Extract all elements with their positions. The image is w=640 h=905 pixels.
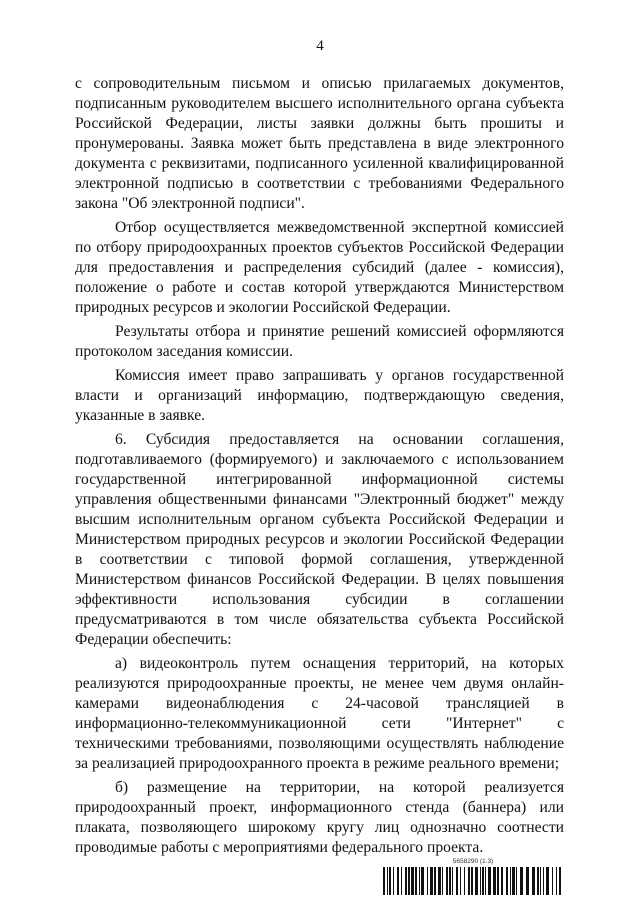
barcode-icon <box>383 867 563 895</box>
document-code: 5658290 (1.3) <box>452 858 494 865</box>
paragraph-commission-rights: Комиссия имеет право запрашивать у органов государственной власти и организаций информацию, подтверждающую сведения, указанные в заявке. <box>75 367 564 424</box>
paragraph-video-control: а) видеоконтроль путем оснащения территорий, на которых реализуются природоохранные проекты, не менее чем двумя онлайн-камерами видеонаблюдения с 24-часовой трансляцией в информационно-телекоммуникационной сети "Интернет" с техническими требованиями, позволяющими осуществлять наблюдение за реализацией природоохранного проекта в режиме реального времени; <box>75 655 564 772</box>
document-barcode-block <box>383 858 563 895</box>
paragraph-info-stand: б) размещение на территории, на которой реализуется природоохранный проект, информационного стенда (баннера) или плаката, позволяющего широкому кругу лиц однозначно соотнести проводимые работы с мероприятиями федерального проекта. <box>75 779 564 856</box>
paragraph-subsidy-agreement: 6. Субсидия предоставляется на основании соглашения, подготавливаемого (формируемого) и заключаемого с использованием государственной интегрированной информационной системы управления общественными финансами "Электронный бюджет" между высшим исполнительным органом субъекта Российской Федерации и Министерством природных ресурсов и экологии Российской Федерации в соответствии с типовой формой соглашения, утвержденной Министерством финансов Российской Федерации. В целях повышения эффективности использования субсидии в соглашении предусматриваются в том числе обязательства субъекта Российской Федерации обеспечить: <box>75 431 564 648</box>
paragraph-selection-commission: Отбор осуществляется межведомственной экспертной комиссией по отбору природоохранных проектов субъектов Российской Федерации для предоставления и распределения субсидий (далее - комиссия), положение о работе и состав которой утверждаются Министерством природных ресурсов и экологии Российской Федерации. <box>75 219 564 316</box>
page-number: 4 <box>316 38 324 54</box>
paragraph-application-submission: с сопроводительным письмом и описью прилагаемых документов, подписанным руководителем высшего исполнительного органа субъекта Российской Федерации, листы заявки должны быть прошиты и пронумерованы. Заявка может быть представлена в виде электронного документа с реквизитами, подписанного усиленной квалифицированной электронной подписью в соответствии с требованиями Федерального закона "Об электронной подписи". <box>75 75 564 212</box>
paragraph-commission-protocol: Результаты отбора и принятие решений комиссией оформляются протоколом заседания комиссии. <box>75 323 564 360</box>
document-body <box>75 74 564 858</box>
